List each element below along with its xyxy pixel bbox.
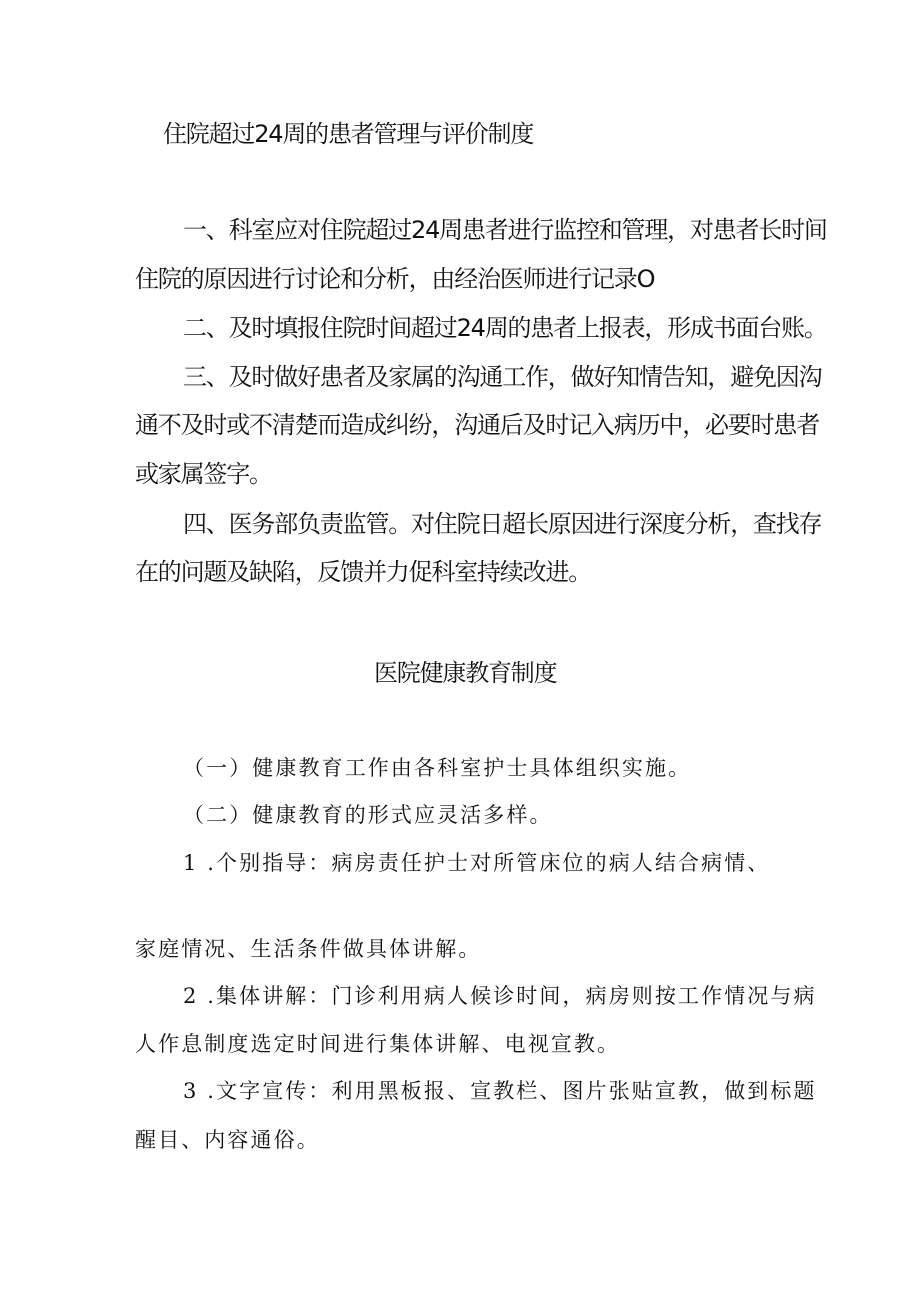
section1-line: 在的问题及缺陷，反馈并力促科室持续改进。 — [135, 558, 591, 586]
section2-line: （二）健康教育的形式应灵活多样。 — [183, 803, 553, 827]
section1-title: 住院超过24周的患者管理与评价制度 — [163, 120, 534, 148]
section1-line: 住院的原因进行讨论和分析，由经治医师进行记录O — [135, 265, 655, 293]
section2-line: （一）健康教育工作由各科室护士具体组织实施。 — [183, 756, 692, 780]
section2-line: 醒目、内容通俗。 — [135, 1128, 320, 1152]
section2-line: 1 .个别指导：病房责任护士对所管床位的病人结合病情、 — [183, 851, 771, 875]
section2-line: 2 .集体讲解：门诊利用病人候诊时间，病房则按工作情况与病 — [183, 984, 817, 1008]
section2-line: 家庭情况、生活条件做具体讲解。 — [135, 937, 482, 961]
section1-line: 通不及时或不清楚而造成纠纷，沟通后及时记入病历中，必要时患者 — [135, 411, 819, 439]
section1-line: 一、科室应对住院超过24周患者进行监控和管理，对患者长时间 — [183, 216, 827, 244]
section1-line: 二、及时填报住院时间超过24周的患者上报表，形成书面台账。 — [183, 314, 827, 342]
section1-line: 四、医务部负责监管。对住院日超长原因进行深度分析，查找存 — [183, 510, 822, 538]
section2-title: 医院健康教育制度 — [374, 659, 557, 687]
section1-line: 三、及时做好患者及家属的沟通工作，做好知情告知，避免因沟 — [183, 363, 822, 391]
section1-line: 或家属签字。 — [135, 460, 272, 488]
section2-line: 3 .文字宣传：利用黑板报、宣教栏、图片张贴宣教，做到标题 — [183, 1079, 817, 1103]
section2-line: 人作息制度选定时间进行集体讲解、电视宣教。 — [135, 1032, 621, 1056]
